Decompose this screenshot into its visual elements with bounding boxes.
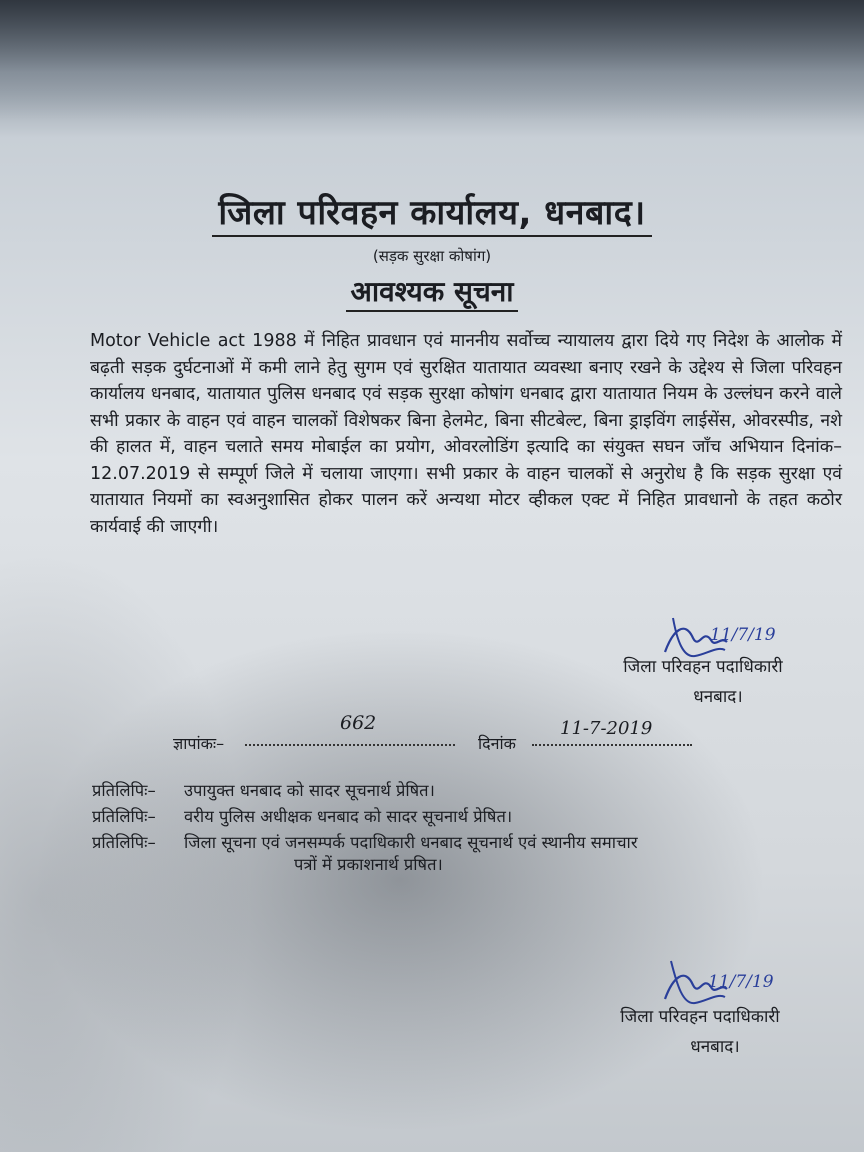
signature-block <box>588 652 818 712</box>
signature-place: धनबाद। <box>690 1037 740 1057</box>
date-value: 11-7-2019 <box>560 718 653 739</box>
signature-date-handwritten: 11/7/19 <box>708 972 774 992</box>
copy-label: प्रतिलिपिः– <box>92 833 156 852</box>
notice-heading: आवश्यक सूचना <box>0 272 864 310</box>
memo-number: 662 <box>340 712 377 734</box>
document-title: जिला परिवहन कार्यालय, धनबाद। <box>0 188 864 234</box>
notice-body: Motor Vehicle act 1988 में निहित प्रावधान एवं माननीय सर्वोच्च न्यायालय द्वारा दिये गए निदेश के आलोक में बढ़ती सड़क दुर्घटनाओं में कमी लाने हेतु सुगम एवं सुरक्षित यातायात व्यवस्था बनाए रखने के उद्देश्य से जिला परिवहन कार्यालय धनबाद, यातायात पुलिस धनबाद एवं सड़क सुरक्षा कोषांग धनबाद द्वारा यातायात नियम के उल्लंघन करने वाले सभी प्रकार के वाहन एवं वाहन चालकों विशेषकर बिना हेलमेट, बिना सीटबेल्ट, बिना ड्राइविंग लाईसेंस, ओवरस्पीड, नशे की हालत में, वाहन चलाते समय मोबाईल का प्रयोग, ओवरलोडिंग इत्यादि का संयुक्त सघन जाँच अभियान दिनांक–12.07.2019 से सम्पूर्ण जिले में चलाया जाएगा। सभी प्रकार के वाहन चालकों से अनुरोध है कि सड़क सुरक्षा एवं यातायात नियमों का स्वअनुशासित होकर पालन करें अन्यथा मोटर व्हीकल एक्ट में निहित प्रावधानो के तहत कठोर कार्यवाई की जाएगी। <box>90 331 842 537</box>
signature-block <box>585 1002 815 1062</box>
memo-label: ज्ञापांकः– <box>173 734 225 753</box>
document-subtitle: (सड़क सुरक्षा कोषांग) <box>372 247 492 265</box>
copy-label: प्रतिलिपिः– <box>92 781 156 800</box>
signature-place: धनबाद। <box>693 687 743 707</box>
photo-shadow <box>0 0 864 120</box>
copy-line <box>92 832 842 876</box>
signature-designation: जिला परिवहन पदाधिकारी <box>620 1007 780 1027</box>
date-label: दिनांक <box>478 734 516 753</box>
signature-designation: जिला परिवहन पदाधिकारी <box>623 657 783 677</box>
copy-text: उपायुक्त धनबाद को सादर सूचनार्थ प्रेषित। <box>184 781 435 800</box>
copy-text-continuation: पत्रों में प्रकाशनार्थ प्रषित। <box>294 855 443 874</box>
copy-text: वरीय पुलिस अधीक्षक धनबाद को सादर सूचनार्थ प्रेषित। <box>184 807 513 826</box>
copy-line <box>92 780 842 802</box>
signature-date-handwritten: 11/7/19 <box>710 625 776 645</box>
copy-text: जिला सूचना एवं जनसम्पर्क पदाधिकारी धनबाद सूचनार्थ एवं स्थानीय समाचार <box>184 833 638 852</box>
copy-line <box>92 806 842 828</box>
copy-label: प्रतिलिपिः– <box>92 807 156 826</box>
